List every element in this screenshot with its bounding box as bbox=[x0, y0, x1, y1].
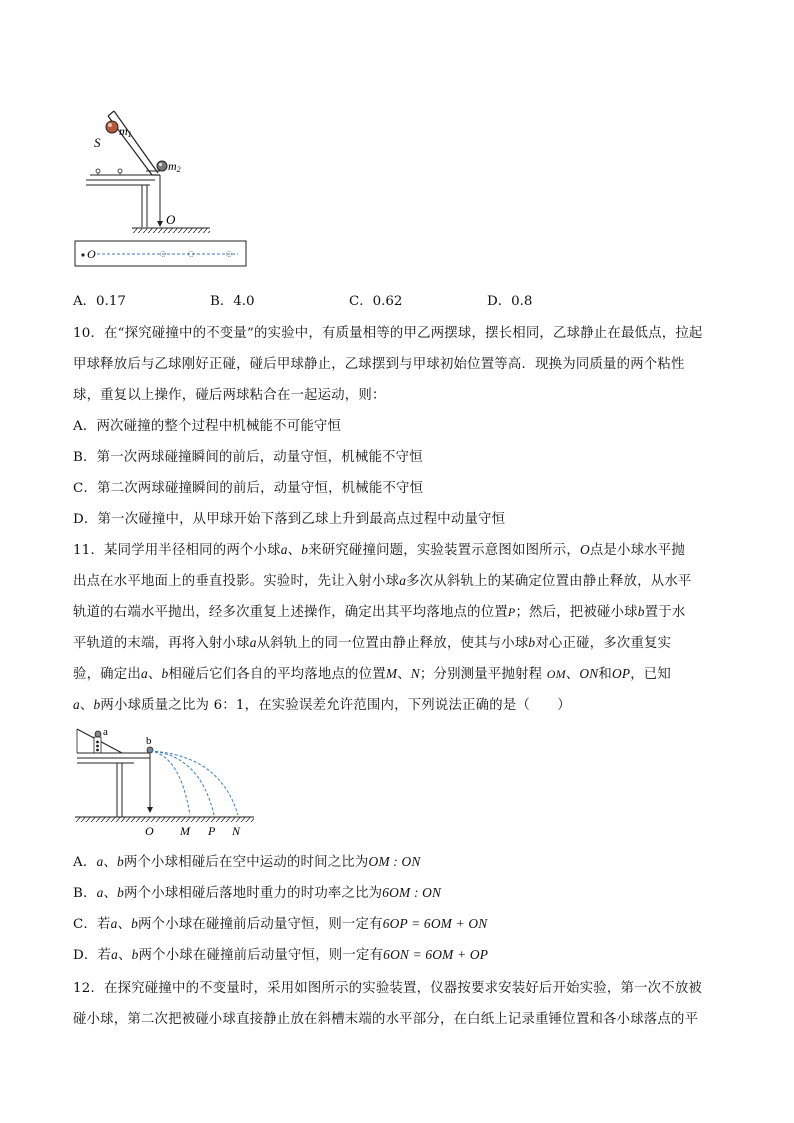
q10-stem-line-1: 10．在“探究碰撞中的不变量”的实验中，有质量相等的甲乙两摆球，摆长相同，乙球静止在最低点，拉起 bbox=[73, 326, 703, 341]
label-b: b bbox=[146, 735, 152, 747]
svg-text:O: O bbox=[87, 247, 96, 261]
label-a: a bbox=[103, 726, 108, 738]
ball-a bbox=[95, 731, 101, 737]
incline-ramp bbox=[108, 111, 158, 175]
q9-option-c[interactable]: C．0.62 bbox=[349, 294, 403, 309]
figure-projectile-setup bbox=[72, 725, 257, 840]
figure-collision-slide bbox=[70, 105, 250, 270]
q11-stem-line-3: 轨道的右端水平抛出，经多次重复上述操作，确定出其平均落地点的位置P；然后，把被碰小球b置于水 bbox=[73, 604, 686, 620]
label-S: S bbox=[94, 135, 101, 150]
q10-option-d[interactable]: D．第一次碰撞中，从甲球开始下落到乙球上升到最高点过程中动量守恒 bbox=[73, 512, 506, 527]
horizontal-track bbox=[86, 169, 160, 185]
q12-stem-line-1: 12．在探究碰撞中的不变量时，采用如图所示的实验装置，仪器按要求安装好后开始实验，第一次不放被 bbox=[73, 981, 703, 996]
label-m1: m1 bbox=[119, 124, 132, 139]
q12-stem-line-2: 碰小球，第二次把被碰小球直接静止放在斜槽末端的水平部分，在白纸上记录重锤位置和各小球落点的平 bbox=[73, 1012, 699, 1027]
q11-option-c[interactable]: C．若a、b两个小球在碰撞前后动量守恒，则一定有6OP = 6OM + ON bbox=[73, 916, 488, 932]
q10-option-c[interactable]: C．第二次两球碰撞瞬间的前后，动量守恒，机械能不守恒 bbox=[73, 481, 424, 496]
q11-stem-line-5: 验，确定出a、b相碰后它们各自的平均落地点的位置M、N；分别测量平抛射程 OM、ON和OP，已知 bbox=[73, 666, 671, 682]
q11-stem-line-1: 11．某同学用半径相同的两个小球a、b来研究碰撞问题，实验装置示意图如图所示，O点是小球水平抛 bbox=[73, 542, 685, 558]
q10-stem-line-3: 球，重复以上操作，碰后两球粘合在一起运动，则： bbox=[73, 388, 386, 403]
ball-m2 bbox=[157, 161, 167, 171]
q11-option-d[interactable]: D．若a、b两个小球在碰撞前后动量守恒，则一定有6ON = 6OM + OP bbox=[73, 947, 489, 963]
q9-options bbox=[73, 290, 573, 310]
q10-option-b[interactable]: B．第一次两球碰撞瞬间的前后，动量守恒，机械能不守恒 bbox=[73, 450, 423, 465]
label-N: N bbox=[232, 824, 241, 838]
q11-option-a[interactable]: A．a、b两个小球相碰后在空中运动的时间之比为OM : ON bbox=[73, 854, 421, 870]
ball-b bbox=[147, 747, 153, 753]
q10-stem-line-2: 甲球释放后与乙球刚好正碰，碰后甲球静止，乙球摆到与甲球初始位置等高．现换为同质量的两个粘性 bbox=[73, 357, 685, 372]
q11-stem-line-2: 出点在水平地面上的垂直投影。实验时，先让入射小球a多次从斜轨上的某确定位置由静止释放，从水平 bbox=[73, 573, 692, 589]
q9-option-a[interactable]: A．0.17 bbox=[73, 294, 126, 309]
label-m2: m2 bbox=[168, 159, 181, 174]
q11-option-b[interactable]: B．a、b两个小球相碰后落地时重力的时功率之比为6OM : ON bbox=[73, 885, 442, 901]
q10-option-a[interactable]: A．两次碰撞的整个过程中机械能不可能守恒 bbox=[73, 419, 342, 434]
label-P: P bbox=[208, 824, 216, 838]
q11-stem-line-4: 平轨道的末端，再将入射小球a从斜轨上的同一位置由静止释放，使其与小球b对心正碰，多次重复实 bbox=[73, 635, 672, 651]
label-O-ground: O bbox=[166, 212, 176, 227]
record-paper bbox=[75, 241, 246, 266]
q9-option-b[interactable]: B．4.0 bbox=[210, 294, 255, 309]
label-M: M bbox=[180, 824, 190, 838]
label-O: O bbox=[145, 824, 154, 838]
q11-stem-line-6: a、b两小球质量之比为 6：1，在实验误差允许范围内，下列说法正确的是（ ） bbox=[73, 697, 571, 713]
q9-option-d[interactable]: D．0.8 bbox=[487, 294, 533, 309]
ball-m1 bbox=[106, 121, 118, 133]
